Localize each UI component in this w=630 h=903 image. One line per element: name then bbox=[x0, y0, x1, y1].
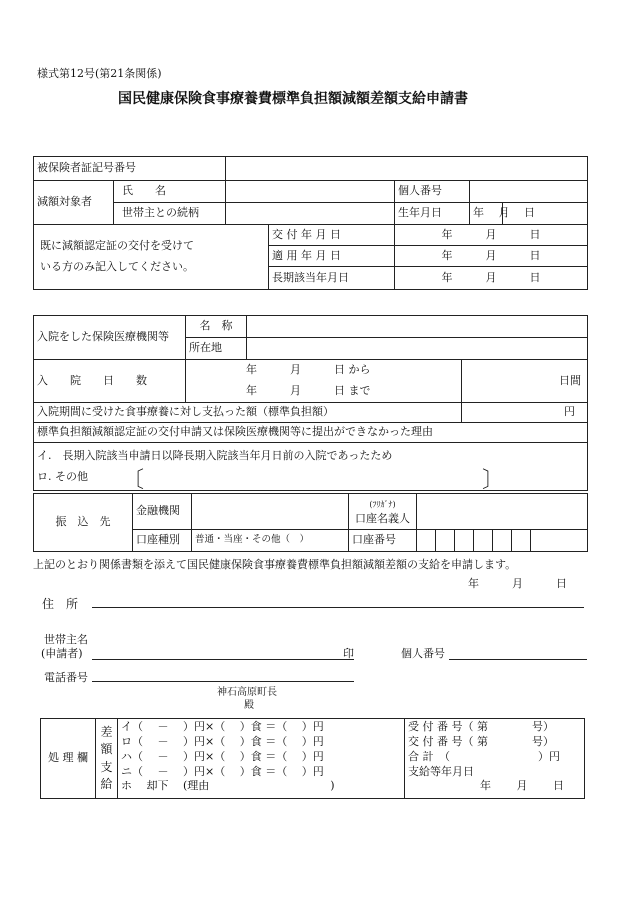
relation-label: 世帯主との続柄 bbox=[114, 203, 226, 225]
period-to: 年 月 日 まで bbox=[246, 384, 371, 397]
issue-date-label: 交 付 年 月 日 bbox=[269, 225, 395, 246]
mayor-title: 神石高原町長 bbox=[217, 687, 277, 698]
institution-name-label: 名 称 bbox=[186, 316, 247, 338]
paid-amount-label: 入院期間に受けた食事療養に対し支払った額（標準負担額） bbox=[34, 403, 462, 423]
name-field[interactable] bbox=[226, 181, 395, 203]
cert-number-label: 被保険者証記号番号 bbox=[34, 157, 226, 181]
reason-longterm[interactable]: イ. 長期入院該当申請日以降長期入院該当年月日前の入院であったため bbox=[37, 449, 393, 462]
longterm-date-label: 長期該当年月日 bbox=[269, 267, 395, 290]
page-title: 国民健康保険食事療養費標準負担額減額差額支給申請書 bbox=[118, 91, 468, 107]
processing-table bbox=[40, 718, 585, 799]
holder-label-cell bbox=[349, 494, 417, 530]
vertical-char: 給 bbox=[100, 776, 113, 791]
reason-other[interactable]: ロ. その他 bbox=[37, 469, 88, 483]
account-digit[interactable] bbox=[436, 530, 455, 552]
personal-no-field[interactable] bbox=[470, 181, 588, 203]
personal-no-label: 個人番号 bbox=[395, 181, 470, 203]
phone-label: 電話番号 bbox=[44, 671, 88, 684]
relation-field[interactable] bbox=[226, 203, 395, 225]
account-digit[interactable] bbox=[417, 530, 436, 552]
vertical-char: 差 bbox=[100, 724, 113, 739]
account-type-field[interactable]: 普通・当座・その他（ ） bbox=[192, 530, 349, 552]
receipt-number: 受 付 番 号（ 第 号） bbox=[408, 720, 554, 733]
processing-label: 処 理 欄 bbox=[41, 719, 96, 799]
longterm-date-field[interactable]: 年 月 日 bbox=[395, 267, 588, 290]
payment-date-label: 支給等年月日 bbox=[408, 764, 474, 778]
address-line[interactable] bbox=[92, 607, 584, 608]
vertical-char: 額 bbox=[100, 742, 113, 757]
account-digit[interactable] bbox=[493, 530, 512, 552]
head-of-household-label: 世帯主名 bbox=[44, 633, 88, 646]
address-label: 住 所 bbox=[42, 597, 79, 611]
account-type-label: 口座種別 bbox=[133, 530, 192, 552]
calculation-rows[interactable] bbox=[118, 719, 405, 799]
reason-options[interactable] bbox=[34, 443, 588, 491]
calc-row-i: イ（ － ）円×（ ）食 ＝（ ）円 bbox=[121, 720, 324, 733]
processing-right[interactable] bbox=[405, 719, 585, 799]
reason-label: 標準負担額減額認定証の交付申請又は保険医療機関等に提出ができなかった理由 bbox=[34, 423, 588, 443]
phone-line[interactable] bbox=[92, 681, 354, 682]
calc-row-ro: ロ（ － ）円×（ ）食 ＝（ ）円 bbox=[121, 734, 324, 748]
calc-row-ha: ハ（ － ）円×（ ）食 ＝（ ）円 bbox=[121, 749, 324, 763]
bank-field[interactable] bbox=[192, 494, 349, 530]
application-date[interactable]: 年 月 日 bbox=[468, 577, 567, 590]
transfer-table bbox=[33, 493, 588, 552]
apply-date-label: 適 用 年 月 日 bbox=[269, 246, 395, 267]
applicant-personal-no-line[interactable] bbox=[449, 659, 587, 660]
institution-address-field[interactable] bbox=[247, 338, 588, 360]
target-person-label: 減額対象者 bbox=[34, 181, 114, 225]
applicant-personal-no-label: 個人番号 bbox=[401, 647, 445, 660]
total-amount: 合 計 （ ）円 bbox=[408, 749, 560, 763]
account-digit[interactable] bbox=[455, 530, 474, 552]
institution-address-label: 所在地 bbox=[186, 338, 247, 360]
holder-field[interactable] bbox=[417, 494, 588, 530]
name-label: 氏 名 bbox=[114, 181, 226, 203]
apply-date-field[interactable]: 年 月 日 bbox=[395, 246, 588, 267]
furigana-label: (ﾌﾘｶﾞﾅ) bbox=[369, 500, 396, 510]
certificate-note-line1: 既に減額認定証の交付を受けて bbox=[40, 239, 194, 253]
institution-name-field[interactable] bbox=[247, 316, 588, 338]
applicant-label: (申請者) bbox=[41, 647, 83, 660]
head-of-household-line[interactable] bbox=[92, 659, 354, 660]
account-digit[interactable] bbox=[531, 530, 588, 552]
period-from: 年 月 日 から bbox=[246, 363, 371, 377]
issue-number: 交 付 番 号（ 第 号） bbox=[408, 734, 554, 748]
hospital-table bbox=[33, 315, 588, 491]
form-number: 様式第12号(第21条関係) bbox=[37, 67, 162, 80]
holder-label: 口座名義人 bbox=[355, 511, 410, 525]
birth-label: 生年月日 bbox=[395, 203, 470, 225]
certificate-note-line2: いる方のみ記入してください。 bbox=[40, 260, 194, 273]
calc-row-ni: ニ（ － ）円×（ ）食 ＝（ ）円 bbox=[121, 764, 324, 778]
cert-number-field[interactable] bbox=[226, 157, 588, 181]
hospital-period[interactable] bbox=[186, 360, 462, 403]
certificate-note bbox=[34, 225, 269, 290]
honorific: 殿 bbox=[244, 700, 254, 711]
declaration-text: 上記のとおり関係書類を添えて国民健康保険食事療養費標準負担額減額差額の支給を申請します。 bbox=[33, 558, 517, 571]
transfer-label: 振 込 先 bbox=[34, 494, 133, 552]
vertical-char: 支 bbox=[100, 759, 113, 774]
rejection-row: ホ 却下 (理由 ) bbox=[121, 779, 335, 793]
institution-label: 入院をした保険医療機関等 bbox=[34, 316, 186, 360]
hospital-days-label: 入 院 日 数 bbox=[34, 360, 186, 403]
bracket-close-icon: 〕 bbox=[482, 468, 505, 493]
days-unit: 日間 bbox=[462, 360, 588, 403]
paid-amount-field[interactable]: 円 bbox=[462, 403, 588, 423]
insured-table bbox=[33, 156, 588, 290]
account-digit[interactable] bbox=[474, 530, 493, 552]
payment-date: 年 月 日 bbox=[480, 779, 564, 793]
bracket-open-icon: 〔 bbox=[122, 468, 145, 493]
account-number-label: 口座番号 bbox=[349, 530, 417, 552]
account-digit[interactable] bbox=[512, 530, 531, 552]
bank-label: 金融機関 bbox=[133, 494, 192, 530]
difference-payment-label bbox=[96, 719, 118, 799]
issue-date-field[interactable]: 年 月 日 bbox=[395, 225, 588, 246]
seal-mark: 印 bbox=[343, 647, 354, 660]
birth-field[interactable]: 年 月 日 bbox=[470, 203, 503, 225]
